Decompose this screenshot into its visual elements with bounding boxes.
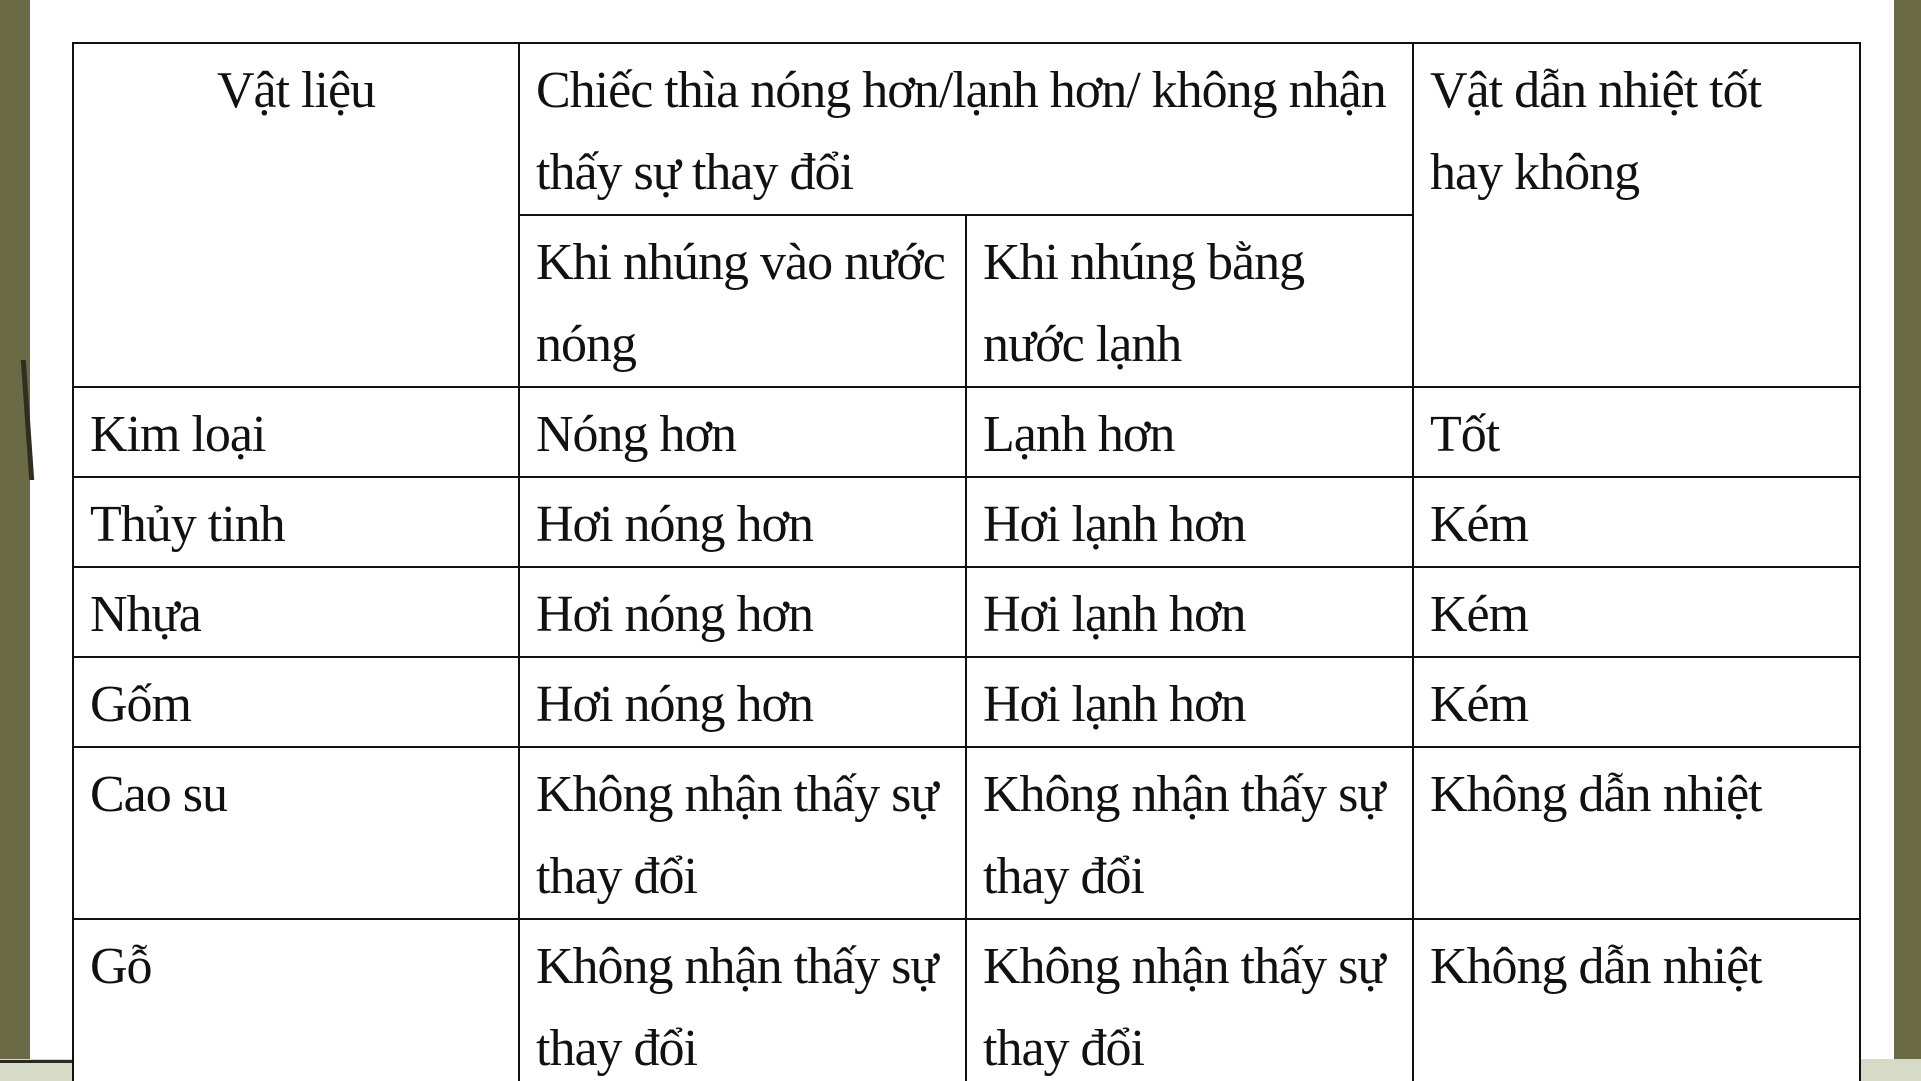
table-row (73, 567, 1860, 657)
cell-material: Gốm (73, 657, 519, 747)
header-material: Vật liệu (73, 43, 519, 387)
cell-cold: Hơi lạnh hơn (966, 477, 1413, 567)
cell-cold: Hơi lạnh hơn (966, 567, 1413, 657)
table-row (73, 657, 1860, 747)
table-row (73, 919, 1860, 1081)
cell-cold: Lạnh hơn (966, 387, 1413, 477)
cell-conductor: Kém (1413, 477, 1860, 567)
left-frame-bar (0, 0, 30, 1081)
cell-hot: Hơi nóng hơn (519, 657, 966, 747)
header-hot-water: Khi nhúng vào nước nóng (519, 215, 966, 387)
cell-hot: Không nhận thấy sự thay đổi (519, 747, 966, 919)
cell-cold: Hơi lạnh hơn (966, 657, 1413, 747)
cell-material: Nhựa (73, 567, 519, 657)
cell-conductor: Không dẫn nhiệt (1413, 747, 1860, 919)
header-cold-water: Khi nhúng bằng nước lạnh (966, 215, 1413, 387)
cell-material: Gỗ (73, 919, 519, 1081)
cell-conductor: Kém (1413, 567, 1860, 657)
header-spoon-state: Chiếc thìa nóng hơn/lạnh hơn/ không nhận thấy sự thay đổi (519, 43, 1413, 215)
table-row (73, 747, 1860, 919)
cell-cold: Không nhận thấy sự thay đổi (966, 747, 1413, 919)
table-row (73, 477, 1860, 567)
cell-conductor: Tốt (1413, 387, 1860, 477)
cell-hot: Hơi nóng hơn (519, 477, 966, 567)
heat-conduction-table (72, 42, 1861, 1081)
right-frame-bar (1894, 0, 1921, 1081)
header-conductor: Vật dẫn nhiệt tốt hay không (1413, 43, 1860, 387)
cell-hot: Hơi nóng hơn (519, 567, 966, 657)
cell-hot: Nóng hơn (519, 387, 966, 477)
table-header-row (73, 43, 1860, 215)
cell-conductor: Không dẫn nhiệt (1413, 919, 1860, 1081)
cell-conductor: Kém (1413, 657, 1860, 747)
cell-cold: Không nhận thấy sự thay đổi (966, 919, 1413, 1081)
cell-hot: Không nhận thấy sự thay đổi (519, 919, 966, 1081)
cell-material: Thủy tinh (73, 477, 519, 567)
table-row (73, 387, 1860, 477)
cell-material: Kim loại (73, 387, 519, 477)
cell-material: Cao su (73, 747, 519, 919)
